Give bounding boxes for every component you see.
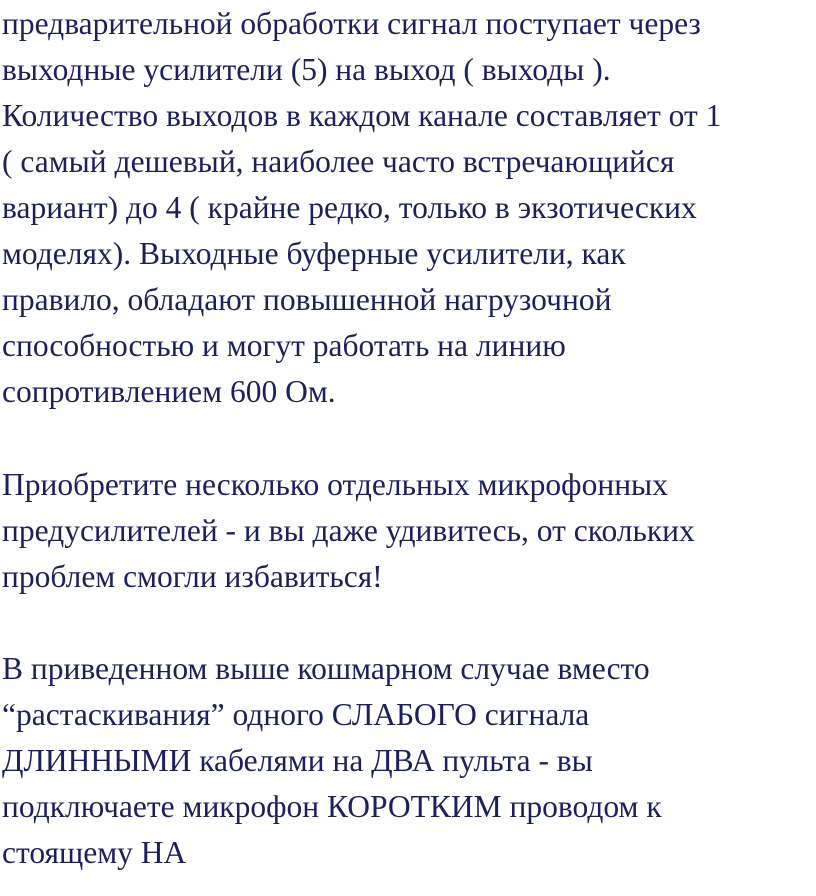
text-line: способностью и могут работать на линию [2, 328, 566, 363]
text-line: Количество выходов в каждом канале составляет от 1 [2, 98, 722, 133]
paragraph-preamplifiers [0, 462, 695, 600]
text-line: “растаскивания” одного СЛАБОГО сигнала [2, 697, 590, 732]
text-line: моделях). Выходные буферные усилители, как [2, 236, 626, 271]
text-line: сопротивлением 600 Ом. [2, 374, 336, 409]
text-line: правило, обладают повышенной нагрузочной [2, 282, 612, 317]
paragraph-output-amplifiers [0, 1, 721, 415]
text-line: вариант) до 4 ( крайне редко, только в экзотических [2, 190, 697, 225]
text-line: выходные усилители (5) на выход ( выходы ). [2, 52, 611, 87]
paragraph-scenario [0, 646, 662, 876]
text-line: ( самый дешевый, наиболее часто встречающийся [2, 144, 675, 179]
text-line: стоящему НА [2, 835, 187, 870]
text-line: В приведенном выше кошмарном случае вместо [2, 651, 650, 686]
text-line: предварительной обработки сигнал поступает через [2, 6, 701, 41]
text-line: ДЛИННЫМИ кабелями на ДВА пульта - вы [2, 743, 593, 778]
text-line: Приобретите несколько отдельных микрофонных [2, 467, 668, 502]
text-line: подключаете микрофон КОРОТКИМ проводом к [2, 789, 662, 824]
text-line: предусилителей - и вы даже удивитесь, от скольких [2, 513, 695, 548]
text-line: проблем смогли избавиться! [2, 559, 383, 594]
